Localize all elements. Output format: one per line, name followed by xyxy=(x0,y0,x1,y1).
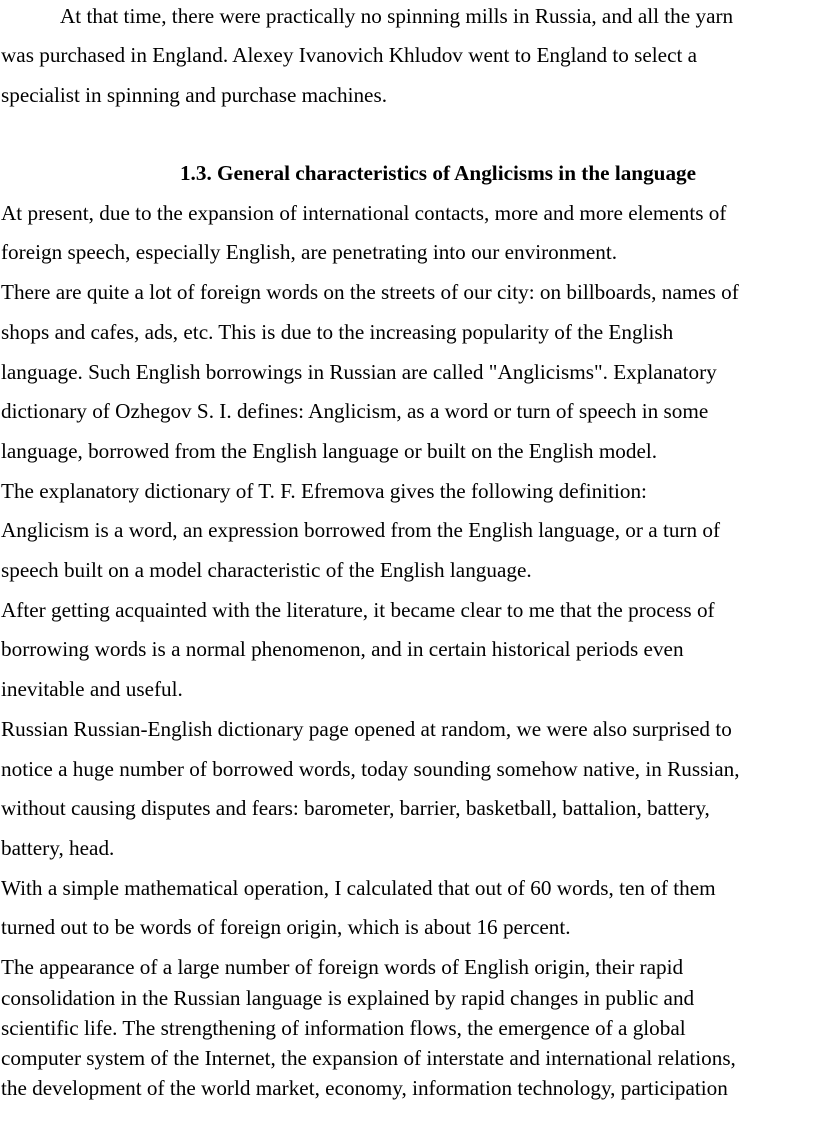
paragraph-line: Russian Russian-English dictionary page opened at random, we were also surprised to xyxy=(1,717,732,741)
paragraph-line: dictionary of Ozhegov S. I. defines: Anglicism, as a word or turn of speech in some xyxy=(1,399,709,423)
section-heading: 1.3. General characteristics of Anglicisms in the language xyxy=(179,161,697,185)
paragraph-line: battery, head. xyxy=(1,836,115,860)
paragraph-line: without causing disputes and fears: barometer, barrier, basketball, battalion, battery, xyxy=(1,796,710,820)
paragraph-line: speech built on a model characteristic of the English language. xyxy=(1,558,532,582)
paragraph-line: At present, due to the expansion of international contacts, more and more elements of xyxy=(1,201,727,225)
paragraph-line: Anglicism is a word, an expression borrowed from the English language, or a turn of xyxy=(1,518,721,542)
paragraph-line: consolidation in the Russian language is explained by rapid changes in public and xyxy=(1,986,695,1010)
paragraph-line: computer system of the Internet, the expansion of interstate and international relations, xyxy=(1,1046,736,1070)
paragraph-line: The explanatory dictionary of T. F. Efremova gives the following definition: xyxy=(1,479,647,503)
paragraph-line: notice a huge number of borrowed words, today sounding somehow native, in Russian, xyxy=(1,757,740,781)
paragraph-line: the development of the world market, economy, information technology, participation xyxy=(1,1076,728,1100)
paragraph-line: borrowing words is a normal phenomenon, and in certain historical periods even xyxy=(1,637,684,661)
paragraph-line: turned out to be words of foreign origin, which is about 16 percent. xyxy=(1,915,571,939)
intro-line: specialist in spinning and purchase machines. xyxy=(1,83,387,107)
paragraph-line: After getting acquainted with the literature, it became clear to me that the process of xyxy=(1,598,715,622)
paragraph-line: scientific life. The strengthening of information flows, the emergence of a global xyxy=(1,1016,686,1040)
paragraph-line: inevitable and useful. xyxy=(1,677,183,701)
intro-line: was purchased in England. Alexey Ivanovich Khludov went to England to select a xyxy=(1,43,698,67)
paragraph-line: language. Such English borrowings in Russian are called "Anglicisms". Explanatory xyxy=(1,360,717,384)
paragraph-line: foreign speech, especially English, are penetrating into our environment. xyxy=(1,240,617,264)
intro-line: At that time, there were practically no spinning mills in Russia, and all the yarn xyxy=(60,4,734,28)
paragraph-line: There are quite a lot of foreign words on the streets of our city: on billboards, names of xyxy=(1,280,739,304)
paragraph-line: language, borrowed from the English language or built on the English model. xyxy=(1,439,658,463)
paragraph-line: With a simple mathematical operation, I calculated that out of 60 words, ten of them xyxy=(1,876,716,900)
paragraph-line: shops and cafes, ads, etc. This is due to the increasing popularity of the English xyxy=(1,320,674,344)
paragraph-line: The appearance of a large number of foreign words of English origin, their rapid xyxy=(1,955,684,979)
